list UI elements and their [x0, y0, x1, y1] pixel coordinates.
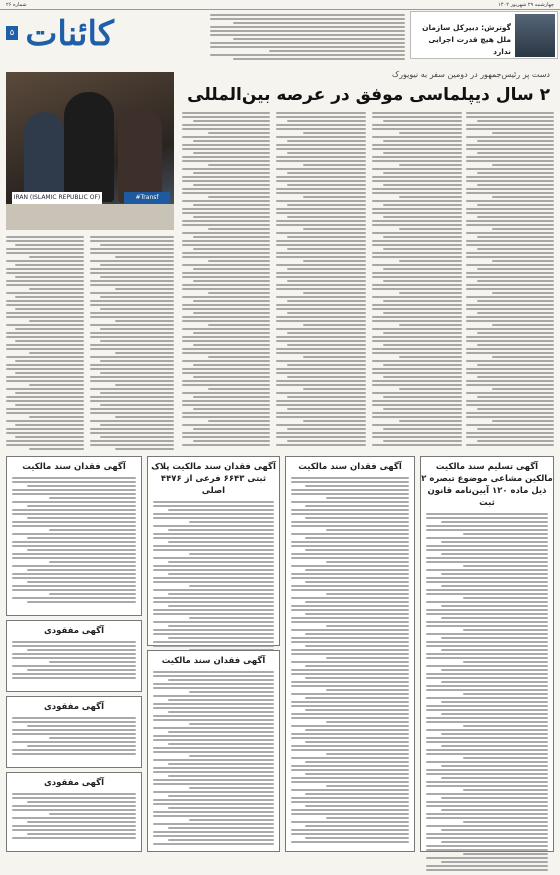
ad-title: آگهی فقدان سند مالکیت	[22, 462, 126, 472]
issue-number: شماره ۲۶	[6, 2, 27, 8]
ad-faghdan-3	[6, 456, 142, 616]
transform-sign: #Transf	[124, 192, 170, 204]
issue-date: چهارشنبه ۲۹ شهریور ۱۴۰۲	[498, 2, 554, 8]
delegation-sign: IRAN (ISLAMIC REPUBLIC OF)	[12, 192, 102, 204]
ad-faghdan-1	[285, 456, 415, 852]
ad-title: آگهی تسلیم سند مالکیت مالکین مشاعی موضوع تبصره ۲ ذیل ماده ۱۲۰ آیین‌نامه قانون ثبت	[421, 462, 553, 508]
ad-mafghoodi-3	[6, 772, 142, 852]
guterres-headline: گوترش: دبیرکل سازمان ملل هیچ قدرت اجرایی ندارد	[422, 23, 511, 56]
brand-name: کائنات	[25, 14, 114, 54]
ad-title: آگهی فقدان سند مالکیت پلاک ثبتی ۶۶۴۳ فرعی از ۴۴۷۶ اصلی	[151, 462, 276, 496]
article-headline: ۲ سال دیپلماسی موفق در عرصه بین‌المللی	[187, 85, 550, 105]
article-column-2	[276, 112, 366, 446]
article-column-5	[6, 236, 84, 450]
ad-title: آگهی فقدان سند مالکیت	[298, 462, 402, 472]
top-excerpt	[210, 14, 405, 62]
guterres-photo	[515, 14, 555, 57]
ad-faghdan-pelak	[147, 456, 280, 646]
main-photo	[6, 72, 174, 230]
ad-mashaei	[420, 456, 554, 852]
ad-faghdan-2	[147, 650, 280, 852]
header-strip	[0, 0, 560, 10]
article-column-1	[182, 112, 270, 446]
article-column-6	[90, 236, 174, 450]
newspaper-logo	[6, 12, 126, 56]
ad-title: آگهی مفقودی	[43, 778, 104, 788]
guterres-box	[410, 11, 558, 59]
page-number: ۵	[6, 26, 18, 40]
ad-title: آگهی فقدان سند مالکیت	[161, 656, 266, 666]
ad-mafghoodi-1	[6, 620, 142, 692]
article-column-4	[466, 112, 554, 446]
article-column-3	[372, 112, 462, 446]
ad-mafghoodi-2	[6, 696, 142, 768]
article-kicker: دست پر رئیس‌جمهور در دومین سفر به نیویورک	[392, 70, 550, 79]
ad-title: آگهی مفقودی	[43, 702, 104, 712]
ad-title: آگهی مفقودی	[43, 626, 104, 636]
